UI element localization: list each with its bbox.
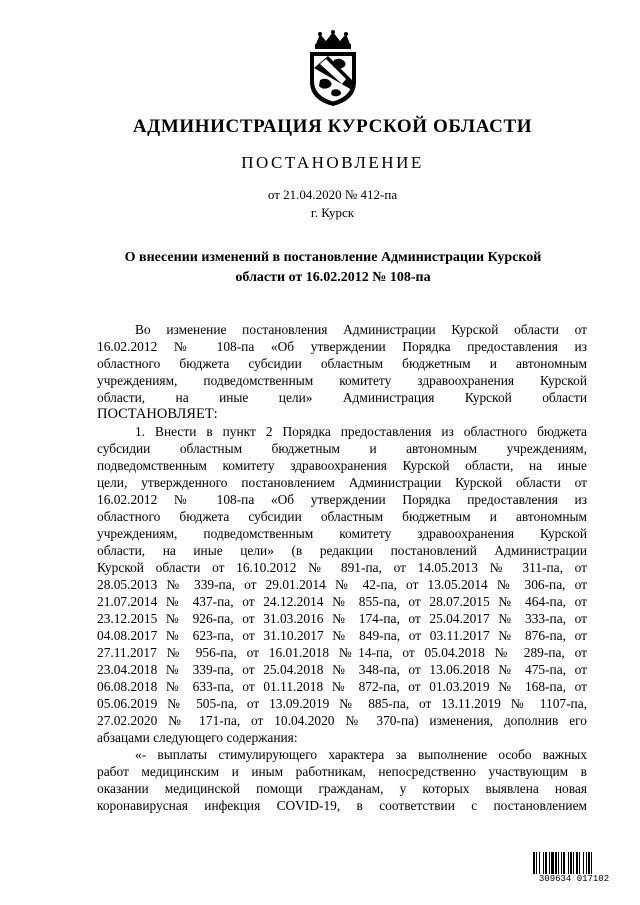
body-line: 16.02.2012 № 108-па «Об утверждении Порядка предоставления из	[97, 339, 587, 354]
body-line: учреждениям, подведомственным комитету здравоохранения Курской	[97, 526, 587, 541]
body-line: субсидии областным бюджетным и автономным учреждениям,	[97, 441, 587, 456]
body-line: работ медицинским и иным работникам, непосредственно участвующим в	[97, 764, 587, 779]
body-line: 27.11.2017 № 956-па, от 16.01.2018 №14-па, от 05.04.2018 № 289-па, от	[97, 645, 587, 660]
body-line: 23.04.2018 № 339-па, от 25.04.2018 № 348-па, от 13.06.2018 № 475-па, от	[97, 662, 587, 677]
body-line: области, на иные цели» Администрация Курской области	[97, 390, 587, 405]
body-line: 1. Внести в пункт 2 Порядка предоставления из областного бюджета	[135, 424, 587, 439]
document-body	[97, 321, 587, 814]
document-date-number: от 21.04.2020 № 412-па	[267, 187, 398, 202]
barcode-icon	[532, 852, 616, 874]
body-line: 21.07.2014 № 437-па, от 24.12.2014 № 855-па, от 28.07.2015 № 464-па, от	[97, 594, 587, 609]
body-line: ПОСТАНОВЛЯЕТ:	[97, 406, 218, 422]
body-line: 23.12.2015 № 926-па, от 31.03.2016 № 174-па, от 25.04.2017 № 333-па, от	[97, 611, 587, 626]
document-type: ПОСТАНОВЛЕНИЕ	[241, 153, 424, 172]
body-line: 28.05.2013 № 339-па, от 29.01.2014 № 42-па, от 13.05.2014 № 306-па, от	[97, 577, 587, 592]
body-line: абзацами следующего содержания:	[97, 730, 298, 745]
body-line: коронавирусная инфекция COVID-19, в соответствии с постановлением	[97, 798, 587, 813]
body-line: «- выплаты стимулирующего характера за выполнение особо важных	[135, 747, 587, 762]
body-line: 06.08.2018 № 633-па, от 01.11.2018 № 872-па, от 01.03.2019 № 168-па, от	[97, 679, 587, 694]
document-title-line: области от 16.02.2012 № 108-па	[235, 270, 431, 285]
body-line: областного бюджета субсидии областным бюджетным и автономным	[97, 356, 587, 371]
body-line: 05.06.2019 № 505-па, от 13.09.2019 № 885-па, от 13.11.2019 № 1107-па,	[97, 696, 587, 711]
body-line: цели, утвержденного постановлением Администрации Курской области от	[97, 475, 587, 490]
body-line: подведомственным комитету здравоохранения Курской области, на иные	[97, 458, 587, 473]
body-line: области, на иные цели» (в редакции постановлений Администрации	[97, 543, 587, 558]
agency-name: АДМИНИСТРАЦИЯ КУРСКОЙ ОБЛАСТИ	[132, 116, 533, 137]
document-title-line: О внесении изменений в постановление Администрации Курской	[124, 250, 542, 265]
body-line: Курской области от 16.10.2012 № 891-па, от 14.05.2013 № 311-па, от	[97, 560, 587, 575]
kursk-coat-of-arms-icon	[302, 30, 364, 108]
document-title	[118, 248, 548, 288]
barcode-number: 309634 017102	[538, 874, 610, 884]
body-line: оказании медицинской помощи гражданам, у которых выявлена новая	[97, 781, 587, 796]
document-city: г. Курск	[310, 205, 355, 220]
body-line: 04.08.2017 № 623-па, от 31.10.2017 № 849-па, от 03.11.2017 № 876-па, от	[97, 628, 587, 643]
body-line: 27.02.2020 № 171-па, от 10.04.2020 № 370-па) изменения, дополнив его	[97, 713, 587, 728]
body-line: учреждениям, подведомственным комитету здравоохранения Курской	[97, 373, 587, 388]
body-line: 16.02.2012 № 108-па «Об утверждении Порядка предоставления из	[97, 492, 587, 507]
body-line: областного бюджета субсидии областным бюджетным и автономным	[97, 509, 587, 524]
body-line: Во изменение постановления Администрации Курской области от	[135, 322, 587, 337]
